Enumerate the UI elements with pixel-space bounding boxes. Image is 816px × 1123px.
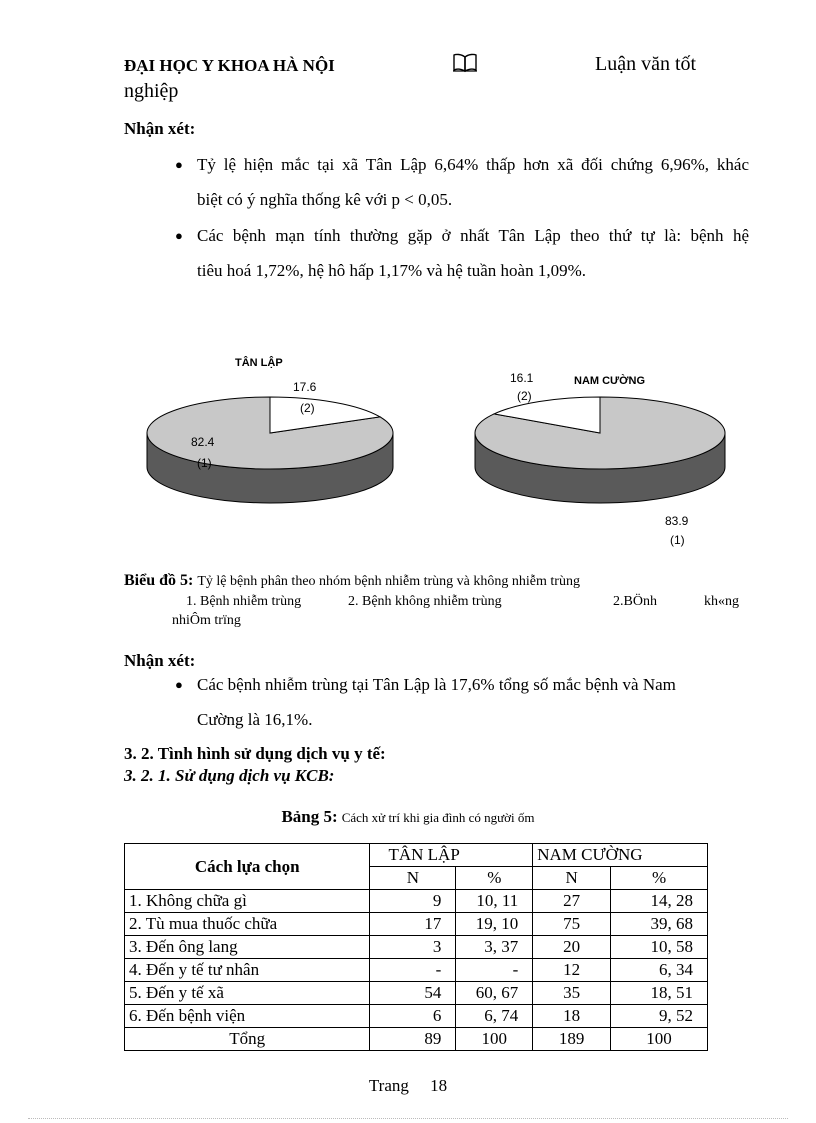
subheader-pct: % — [611, 867, 708, 890]
table-row — [125, 936, 708, 959]
cell-pct: 18, 51 — [611, 982, 708, 1005]
row-label: 2. Tù mua thuốc chữa — [125, 913, 370, 936]
page-label: Trang — [368, 1076, 409, 1095]
cell-n: 3 — [370, 936, 456, 959]
legend-item: 2. Bệnh không nhiễm trùng — [348, 594, 502, 609]
bullet-line: Cường là 16,1%. — [197, 710, 313, 729]
cell-n: 75 — [533, 913, 611, 936]
bullet-dot-icon: ● — [175, 228, 183, 243]
slice-category-label: (2) — [300, 401, 315, 415]
table-header-row — [125, 844, 708, 867]
bullet-line: biệt có ý nghĩa thống kê với p < 0,05. — [197, 190, 453, 209]
row-label: 4. Đến y tế tư nhân — [125, 959, 370, 982]
subsection-heading: 3. 2. 1. Sử dụng dịch vụ KCB: — [124, 766, 335, 785]
page-number: 18 — [430, 1076, 448, 1095]
cell-pct: 100 — [456, 1028, 533, 1051]
row-label: 6. Đến bệnh viện — [125, 1005, 370, 1028]
header-group-tan-lap: TÂN LẬP — [370, 844, 533, 867]
slice-category-label: (1) — [670, 533, 685, 547]
row-label: 5. Đến y tế xã — [125, 982, 370, 1005]
bullet-line: tiêu hoá 1,72%, hệ hô hấp 1,17% và hệ tuần hoàn 1,09%. — [197, 261, 587, 280]
table-row — [125, 890, 708, 913]
cell-pct: 19, 10 — [456, 913, 533, 936]
remarks-heading: Nhận xét: — [124, 651, 196, 670]
cell-n: 189 — [533, 1028, 611, 1051]
section-heading: 3. 2. Tình hình sử dụng dịch vụ y tế: — [124, 744, 386, 763]
slice-category-label: (1) — [197, 456, 212, 470]
data-table — [124, 843, 708, 1051]
bullet-dot-icon: ● — [175, 157, 183, 172]
cell-n: 20 — [533, 936, 611, 959]
subheader-n: N — [370, 867, 456, 890]
table-caption-label: Bảng 5: — [281, 807, 338, 826]
table-total-row — [125, 1028, 708, 1051]
cell-pct: 3, 37 — [456, 936, 533, 959]
pie-tan-lap — [147, 397, 393, 503]
header-doc-type: Luận văn tốt — [595, 53, 697, 75]
table-caption — [0, 807, 816, 827]
cell-pct: 10, 58 — [611, 936, 708, 959]
bullet-line: Các bệnh mạn tính thường gặp ở nhất Tân Lập theo thứ tự là: bệnh hệ — [197, 226, 749, 245]
cell-pct: 100 — [611, 1028, 708, 1051]
cell-pct: 6, 74 — [456, 1005, 533, 1028]
pie-charts — [130, 345, 750, 560]
cell-pct: 39, 68 — [611, 913, 708, 936]
cell-n: 17 — [370, 913, 456, 936]
page-bottom-rule — [28, 1118, 788, 1119]
table-row — [125, 1005, 708, 1028]
legend-item: kh«ng — [704, 594, 739, 609]
cell-n: 54 — [370, 982, 456, 1005]
header-group-nam-cuong: NAM CƯỜNG — [533, 844, 708, 867]
cell-pct: 9, 52 — [611, 1005, 708, 1028]
cell-n: 12 — [533, 959, 611, 982]
cell-n: - — [370, 959, 456, 982]
bullet-line: Tỷ lệ hiện mắc tại xã Tân Lập 6,64% thấp hơn xã đối chứng 6,96%, khác — [197, 155, 749, 174]
page-footer — [0, 1076, 816, 1096]
legend-item: 1. Bệnh nhiễm trùng — [186, 594, 302, 609]
caption-text: Tỷ lệ bệnh phân theo nhóm bệnh nhiễm trùng và không nhiễm trùng — [197, 574, 580, 589]
table-row — [125, 982, 708, 1005]
subheader-n: N — [533, 867, 611, 890]
legend-item: 2.BÖnh — [613, 594, 657, 609]
bullet-item — [175, 218, 749, 288]
chart-title: NAM CƯỜNG — [574, 375, 646, 387]
caption-label: Biểu đồ 5: — [124, 572, 194, 589]
table-caption-text: Cách xử trí khi gia đình có người ốm — [341, 810, 535, 825]
header-choice: Cách lựa chọn — [125, 844, 370, 890]
cell-pct: - — [456, 959, 533, 982]
slice-value-label: 83.9 — [665, 514, 689, 528]
cell-n: 27 — [533, 890, 611, 913]
table-row — [125, 959, 708, 982]
slice-value-label: 16.1 — [510, 371, 534, 385]
legend-item: nhiÔm trïng — [172, 613, 241, 628]
cell-n: 89 — [370, 1028, 456, 1051]
header-institution: ĐẠI HỌC Y KHOA HÀ NỘI — [124, 56, 335, 75]
slice-value-label: 17.6 — [293, 380, 317, 394]
remarks-heading: Nhận xét: — [124, 119, 196, 138]
cell-pct: 6, 34 — [611, 959, 708, 982]
bullet-item — [175, 667, 749, 737]
cell-pct: 10, 11 — [456, 890, 533, 913]
bullet-line: Các bệnh nhiễm trùng tại Tân Lập là 17,6% tổng số mắc bệnh và Nam — [197, 675, 676, 694]
chart-title: TÂN LẬP — [235, 357, 283, 369]
subheader-pct: % — [456, 867, 533, 890]
cell-pct: 60, 67 — [456, 982, 533, 1005]
row-label: 1. Không chữa gì — [125, 890, 370, 913]
cell-pct: 14, 28 — [611, 890, 708, 913]
open-book-icon — [452, 53, 478, 78]
row-label: 3. Đến ông lang — [125, 936, 370, 959]
chart-caption — [124, 572, 580, 590]
bullet-dot-icon: ● — [175, 677, 183, 692]
cell-n: 6 — [370, 1005, 456, 1028]
pie-nam-cuong — [475, 397, 725, 503]
slice-category-label: (2) — [517, 389, 532, 403]
cell-n: 9 — [370, 890, 456, 913]
cell-n: 18 — [533, 1005, 611, 1028]
cell-n: 35 — [533, 982, 611, 1005]
header-doc-type-cont: nghiệp — [124, 80, 179, 102]
row-label: Tổng — [125, 1028, 370, 1051]
slice-value-label: 82.4 — [191, 435, 215, 449]
bullet-item — [175, 147, 749, 217]
table-row — [125, 913, 708, 936]
